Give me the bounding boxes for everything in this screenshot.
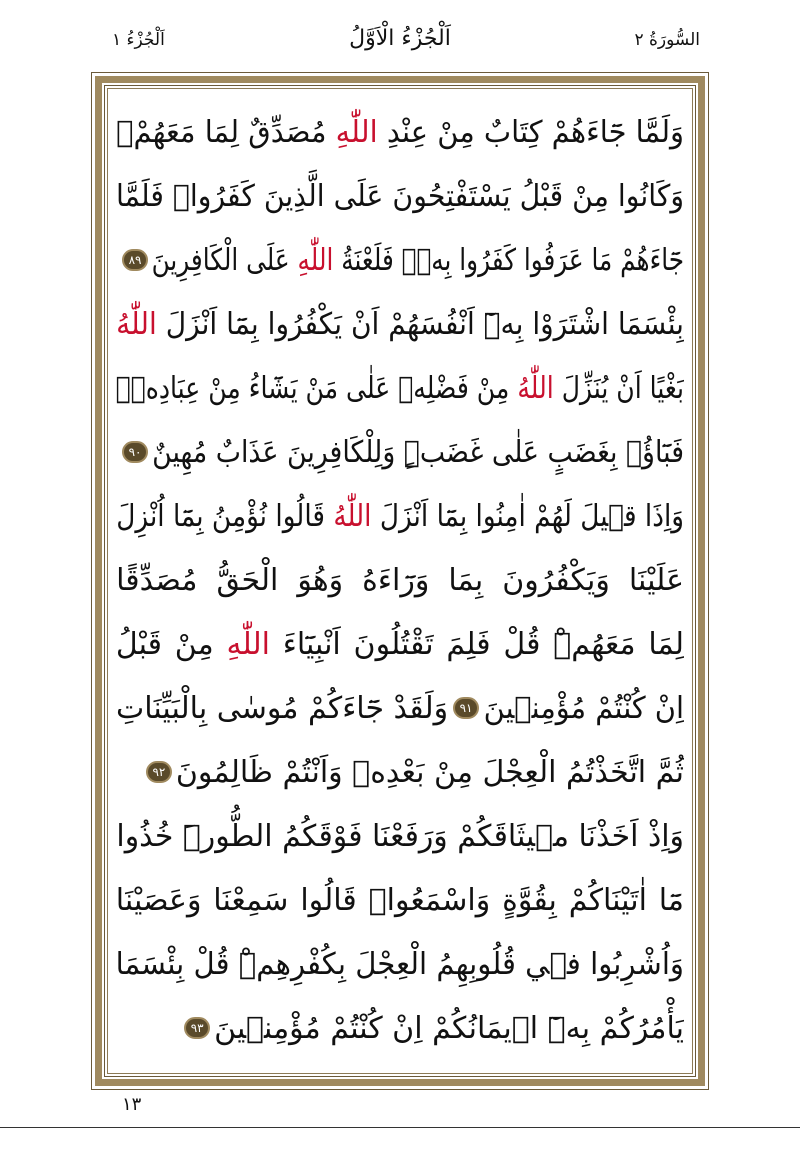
- verse-segment: بِئْسَمَا اشْتَرَوْا بِهٖٓ اَنْفُسَهُمْ اَنْ يَكْفُرُوا بِمَٓا اَنْزَلَ: [156, 306, 684, 342]
- verse-line: [116, 676, 684, 740]
- ayah-number-marker: ٩٠: [122, 441, 148, 463]
- verse-line: [116, 932, 684, 996]
- ayah-number-marker: ٩٣: [184, 1017, 210, 1039]
- verse-line-text: [152, 435, 684, 470]
- verse-line: [116, 548, 684, 612]
- verse-line-text: [116, 179, 684, 214]
- verse-line: [116, 996, 684, 1060]
- verse-segment: مِنْ فَضْلِهٖ عَلٰى مَنْ يَشَٓاءُ مِنْ عِبَادِهٖۚ: [116, 370, 518, 406]
- verse-segment: لِمَا مَعَهُمْۜ قُلْ فَلِمَ تَقْتُلُونَ اَنْبِيَٓاءَ: [269, 626, 684, 662]
- divine-name: اللّٰهُ: [116, 306, 157, 342]
- verse-segment: وَكَانُوا مِنْ قَبْلُ يَسْتَفْتِحُونَ عَلَى الَّذِينَ كَفَرُواۚ فَلَمَّا: [116, 178, 684, 214]
- verse-line-text: [484, 691, 684, 726]
- verse-segment: اِنْ كُنْتُمْ مُؤْمِن۪ينَ: [483, 690, 684, 726]
- juz-title: اَلْجُزْءُ الْاَوَّلُ: [349, 26, 451, 51]
- verse-segment: جَٓاءَهُمْ مَا عَرَفُوا كَفَرُوا بِهٖۘ فَلَعْنَةُ: [333, 242, 684, 278]
- verse-segment: وَاُشْرِبُوا ف۪ي قُلُوبِهِمُ الْعِجْلَ بِكُفْرِهِمْۜ قُلْ بِئْسَمَا: [116, 946, 684, 982]
- verse-line-text: [116, 499, 684, 534]
- divine-name: اللّٰهِ: [226, 626, 270, 662]
- page-header: [0, 20, 800, 70]
- verse-segment: فَبَٓاؤُ۫ بِغَضَبٍ عَلٰى غَضَبٍۜ وَلِلْكَافِرِينَ عَذَابٌ مُهِينٌ: [152, 434, 684, 470]
- verse-segment: مُصَدِّقٌ لِمَا مَعَهُمْۙ: [116, 114, 336, 150]
- verse-line-text: [116, 307, 684, 342]
- verse-segment: عَلَى الْكَافِرِينَ: [151, 242, 298, 278]
- verse-segment: عَلَيْنَا وَيَكْفُرُونَ بِمَا وَرَٓاءَهُ وَهُوَ الْحَقُّ مُصَدِّقًا: [116, 562, 684, 598]
- verse-segment: مِنْ قَبْلُ: [116, 626, 227, 662]
- juz-label: اَلْجُزْءُ ١: [112, 30, 165, 50]
- ayah-number-marker: ٩١: [453, 697, 479, 719]
- verse-line-text: [116, 371, 684, 406]
- verse-line: [116, 868, 684, 932]
- verse-segment: يَأْمُرُكُمْ بِهٖٓ ا۪يمَانُكُمْ اِنْ كُنْتُمْ مُؤْمِن۪ينَ: [214, 1010, 684, 1046]
- ayah-number-marker: ٩٢: [146, 761, 172, 783]
- verse-segment: وَاِذَا ق۪يلَ لَهُمْ اٰمِنُوا بِمَٓا اَنْزَلَ: [371, 498, 684, 534]
- verse-segment: قَالُوا نُؤْمِنُ بِمَٓا اُنْزِلَ: [116, 498, 334, 534]
- bottom-rule: [0, 1127, 800, 1128]
- verse-segment: وَلَمَّا جَٓاءَهُمْ كِتَابٌ مِنْ عِنْدِ: [377, 114, 684, 150]
- verse-line-text: [116, 115, 684, 150]
- verse-line-text: [176, 755, 684, 790]
- verse-line: [116, 228, 684, 292]
- divine-name: اللّٰهِ: [297, 242, 334, 278]
- verse-line: [116, 612, 684, 676]
- verse-line: [116, 484, 684, 548]
- divine-name: اللّٰهِ: [335, 114, 378, 150]
- verse-line: [116, 100, 684, 164]
- verse-segment: ثُمَّ اتَّخَذْتُمُ الْعِجْلَ مِنْ بَعْدِهٖ وَاَنْتُمْ ظَالِمُونَ: [175, 754, 684, 790]
- verse-segment: مَٓا اٰتَيْنَاكُمْ بِقُوَّةٍ وَاسْمَعُواۜ قَالُوا سَمِعْنَا وَعَصَيْنَا: [116, 882, 684, 918]
- verse-line-text: [116, 627, 684, 662]
- verse-line-text: [152, 243, 684, 278]
- verse-line: [116, 164, 684, 228]
- verse-segment: بَغْيًا اَنْ يُنَزِّلَ: [553, 370, 684, 406]
- verse-line: [116, 292, 684, 356]
- verse-line-text: [116, 883, 684, 918]
- page-number: ١٣: [122, 1094, 142, 1115]
- verse-line: [116, 740, 684, 804]
- quran-text-block: [116, 100, 684, 1060]
- verse-line: [116, 356, 684, 420]
- verse-line-text: [116, 819, 684, 854]
- verse-line-continuation: وَلَقَدْ جَٓاءَكُمْ مُوسٰى بِالْبَيِّنَاتِ: [116, 690, 449, 726]
- verse-line: [116, 804, 684, 868]
- verse-line-text: [116, 563, 684, 598]
- ayah-number-marker: ٨٩: [122, 249, 148, 271]
- verse-line: [116, 420, 684, 484]
- verse-line-text: [116, 947, 684, 982]
- surah-label: السُّورَةُ ٢: [634, 30, 700, 50]
- divine-name: اللّٰهُ: [333, 498, 372, 534]
- verse-line-text: [214, 1011, 684, 1046]
- divine-name: اللّٰهُ: [517, 370, 554, 406]
- verse-segment: وَاِذْ اَخَذْنَا م۪يثَاقَكُمْ وَرَفَعْنَا فَوْقَكُمُ الطُّورَۜ خُذُوا: [116, 818, 684, 854]
